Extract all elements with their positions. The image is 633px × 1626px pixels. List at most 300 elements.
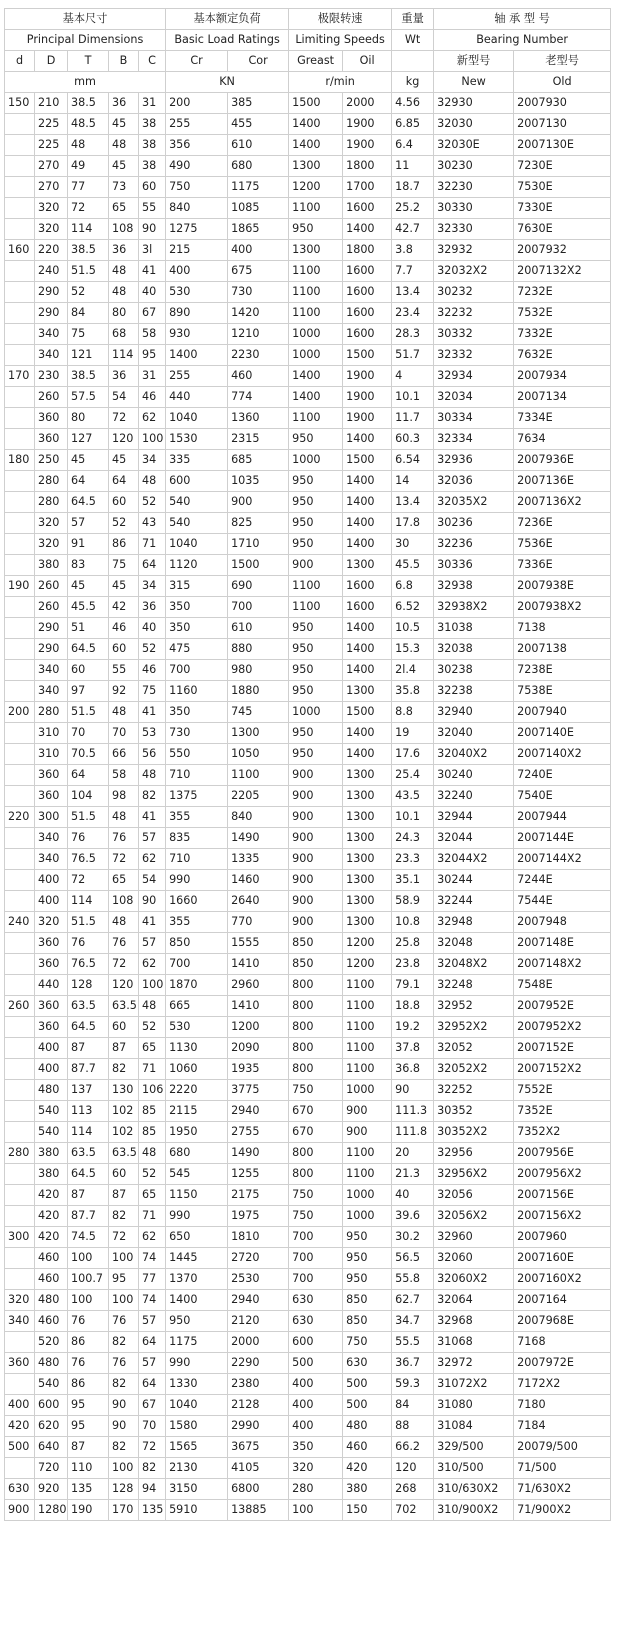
cell-wt: 8.8 xyxy=(392,702,434,723)
cell-B: 36 xyxy=(109,366,139,387)
cell-greast: 900 xyxy=(289,807,343,828)
cell-C: 74 xyxy=(139,1248,166,1269)
cell-C: 60 xyxy=(139,177,166,198)
cell-oil: 950 xyxy=(343,1269,392,1290)
cell-cor: 2990 xyxy=(228,1416,289,1437)
cell-D: 225 xyxy=(35,135,68,156)
cell-T: 76 xyxy=(68,828,109,849)
cell-old-model: 2007140E xyxy=(514,723,611,744)
cell-d xyxy=(5,1164,35,1185)
cell-d: 300 xyxy=(5,1227,35,1248)
cell-wt: 21.3 xyxy=(392,1164,434,1185)
cell-cr: 1160 xyxy=(166,681,228,702)
cell-T: 38.5 xyxy=(68,366,109,387)
cell-greast: 1100 xyxy=(289,261,343,282)
cell-cor: 690 xyxy=(228,576,289,597)
cell-B: 48 xyxy=(109,261,139,282)
header-group-load-cn: 基本额定负荷 xyxy=(166,9,289,30)
cell-wt: 19 xyxy=(392,723,434,744)
cell-new-model: 32332 xyxy=(434,345,514,366)
cell-d xyxy=(5,1080,35,1101)
cell-C: 38 xyxy=(139,135,166,156)
cell-D: 420 xyxy=(35,1185,68,1206)
cell-wt: 7.7 xyxy=(392,261,434,282)
cell-old-model: 7236E xyxy=(514,513,611,534)
cell-T: 77 xyxy=(68,177,109,198)
cell-old-model: 2007936E xyxy=(514,450,611,471)
cell-d xyxy=(5,1374,35,1395)
cell-old-model: 2007134 xyxy=(514,387,611,408)
cell-T: 49 xyxy=(68,156,109,177)
cell-oil: 1100 xyxy=(343,1059,392,1080)
cell-new-model: 32932 xyxy=(434,240,514,261)
cell-greast: 950 xyxy=(289,492,343,513)
table-row xyxy=(5,240,611,261)
cell-d xyxy=(5,219,35,240)
cell-old-model: 2007956X2 xyxy=(514,1164,611,1185)
cell-oil: 1300 xyxy=(343,828,392,849)
cell-B: 120 xyxy=(109,975,139,996)
cell-new-model: 32052 xyxy=(434,1038,514,1059)
cell-C: 65 xyxy=(139,1185,166,1206)
cell-C: 31 xyxy=(139,366,166,387)
cell-old-model: 20079/500 xyxy=(514,1437,611,1458)
cell-oil: 950 xyxy=(343,1248,392,1269)
cell-d: 170 xyxy=(5,366,35,387)
cell-C: 43 xyxy=(139,513,166,534)
cell-C: 95 xyxy=(139,345,166,366)
cell-T: 70 xyxy=(68,723,109,744)
cell-wt: 24.3 xyxy=(392,828,434,849)
cell-C: 31 xyxy=(139,93,166,114)
cell-oil: 1100 xyxy=(343,1164,392,1185)
cell-cr: 355 xyxy=(166,912,228,933)
cell-d xyxy=(5,1038,35,1059)
cell-new-model: 32030 xyxy=(434,114,514,135)
cell-cor: 900 xyxy=(228,492,289,513)
cell-C: 41 xyxy=(139,912,166,933)
cell-C: 71 xyxy=(139,1059,166,1080)
cell-T: 114 xyxy=(68,891,109,912)
cell-oil: 1200 xyxy=(343,954,392,975)
table-row xyxy=(5,1248,611,1269)
cell-D: 360 xyxy=(35,408,68,429)
cell-new-model: 32064 xyxy=(434,1290,514,1311)
table-row xyxy=(5,387,611,408)
cell-oil: 1400 xyxy=(343,639,392,660)
cell-new-model: 31080 xyxy=(434,1395,514,1416)
cell-C: 40 xyxy=(139,282,166,303)
cell-cr: 700 xyxy=(166,954,228,975)
cell-B: 114 xyxy=(109,345,139,366)
cell-new-model: 31038 xyxy=(434,618,514,639)
cell-B: 100 xyxy=(109,1290,139,1311)
cell-C: 74 xyxy=(139,1290,166,1311)
cell-D: 320 xyxy=(35,912,68,933)
cell-C: 67 xyxy=(139,1395,166,1416)
cell-D: 360 xyxy=(35,429,68,450)
cell-B: 73 xyxy=(109,177,139,198)
cell-greast: 950 xyxy=(289,219,343,240)
cell-wt: 17.8 xyxy=(392,513,434,534)
cell-C: 70 xyxy=(139,1416,166,1437)
table-row xyxy=(5,1332,611,1353)
cell-C: 62 xyxy=(139,849,166,870)
cell-wt: 56.5 xyxy=(392,1248,434,1269)
cell-cr: 215 xyxy=(166,240,228,261)
cell-cor: 1490 xyxy=(228,828,289,849)
cell-B: 82 xyxy=(109,1437,139,1458)
cell-cor: 4105 xyxy=(228,1458,289,1479)
cell-D: 260 xyxy=(35,576,68,597)
cell-D: 460 xyxy=(35,1248,68,1269)
cell-wt: 11 xyxy=(392,156,434,177)
cell-C: 71 xyxy=(139,1206,166,1227)
cell-oil: 1000 xyxy=(343,1080,392,1101)
cell-D: 220 xyxy=(35,240,68,261)
cell-C: 52 xyxy=(139,1017,166,1038)
cell-d xyxy=(5,1458,35,1479)
cell-new-model: 32034 xyxy=(434,387,514,408)
cell-oil: 1500 xyxy=(343,702,392,723)
cell-cor: 774 xyxy=(228,387,289,408)
cell-B: 82 xyxy=(109,1332,139,1353)
cell-greast: 700 xyxy=(289,1248,343,1269)
cell-cr: 1130 xyxy=(166,1038,228,1059)
cell-oil: 1600 xyxy=(343,303,392,324)
cell-new-model: 31072X2 xyxy=(434,1374,514,1395)
cell-B: 82 xyxy=(109,1059,139,1080)
cell-greast: 800 xyxy=(289,1164,343,1185)
cell-B: 36 xyxy=(109,240,139,261)
cell-d xyxy=(5,555,35,576)
table-row xyxy=(5,1395,611,1416)
cell-cr: 1950 xyxy=(166,1122,228,1143)
cell-D: 420 xyxy=(35,1206,68,1227)
cell-new-model: 30352 xyxy=(434,1101,514,1122)
cell-D: 440 xyxy=(35,975,68,996)
table-row xyxy=(5,975,611,996)
cell-T: 52 xyxy=(68,282,109,303)
cell-oil: 1200 xyxy=(343,933,392,954)
cell-cr: 1040 xyxy=(166,1395,228,1416)
cell-old-model: 7544E xyxy=(514,891,611,912)
cell-cor: 675 xyxy=(228,261,289,282)
cell-d xyxy=(5,408,35,429)
cell-C: 52 xyxy=(139,492,166,513)
cell-B: 48 xyxy=(109,702,139,723)
cell-new-model: 310/630X2 xyxy=(434,1479,514,1500)
cell-oil: 1900 xyxy=(343,387,392,408)
cell-oil: 1400 xyxy=(343,492,392,513)
cell-cor: 745 xyxy=(228,702,289,723)
cell-C: 77 xyxy=(139,1269,166,1290)
cell-B: 45 xyxy=(109,450,139,471)
cell-C: 34 xyxy=(139,450,166,471)
table-row xyxy=(5,744,611,765)
cell-cor: 1335 xyxy=(228,849,289,870)
cell-new-model: 30332 xyxy=(434,324,514,345)
cell-B: 45 xyxy=(109,114,139,135)
cell-T: 137 xyxy=(68,1080,109,1101)
cell-new-model: 32930 xyxy=(434,93,514,114)
table-row xyxy=(5,408,611,429)
cell-D: 360 xyxy=(35,1017,68,1038)
cell-B: 70 xyxy=(109,723,139,744)
cell-d xyxy=(5,324,35,345)
header-group-bearing-en: Bearing Number xyxy=(434,30,611,51)
cell-D: 360 xyxy=(35,933,68,954)
cell-wt: 13.4 xyxy=(392,492,434,513)
cell-oil: 1400 xyxy=(343,471,392,492)
cell-wt: 84 xyxy=(392,1395,434,1416)
cell-wt: 6.8 xyxy=(392,576,434,597)
cell-d xyxy=(5,786,35,807)
cell-cor: 730 xyxy=(228,282,289,303)
cell-wt: 43.5 xyxy=(392,786,434,807)
cell-wt: 18.8 xyxy=(392,996,434,1017)
cell-C: 64 xyxy=(139,1332,166,1353)
table-row xyxy=(5,1017,611,1038)
cell-oil: 1300 xyxy=(343,807,392,828)
cell-cr: 710 xyxy=(166,849,228,870)
cell-C: 38 xyxy=(139,114,166,135)
table-row xyxy=(5,723,611,744)
cell-greast: 320 xyxy=(289,1458,343,1479)
cell-D: 340 xyxy=(35,681,68,702)
cell-wt: 62.7 xyxy=(392,1290,434,1311)
cell-cr: 1040 xyxy=(166,534,228,555)
cell-cr: 665 xyxy=(166,996,228,1017)
cell-oil: 460 xyxy=(343,1437,392,1458)
cell-greast: 400 xyxy=(289,1395,343,1416)
cell-oil: 1800 xyxy=(343,156,392,177)
unit-mm: mm xyxy=(5,72,166,93)
cell-D: 380 xyxy=(35,1164,68,1185)
cell-oil: 1300 xyxy=(343,849,392,870)
cell-D: 280 xyxy=(35,702,68,723)
cell-greast: 850 xyxy=(289,954,343,975)
cell-D: 260 xyxy=(35,387,68,408)
cell-cr: 990 xyxy=(166,1206,228,1227)
cell-oil: 1300 xyxy=(343,870,392,891)
cell-greast: 950 xyxy=(289,429,343,450)
cell-oil: 1400 xyxy=(343,219,392,240)
cell-D: 400 xyxy=(35,1038,68,1059)
cell-new-model: 32044X2 xyxy=(434,849,514,870)
cell-old-model: 7552E xyxy=(514,1080,611,1101)
cell-T: 45 xyxy=(68,450,109,471)
cell-cor: 1865 xyxy=(228,219,289,240)
cell-greast: 100 xyxy=(289,1500,343,1521)
cell-wt: 28.3 xyxy=(392,324,434,345)
cell-wt: 19.2 xyxy=(392,1017,434,1038)
cell-cr: 1275 xyxy=(166,219,228,240)
cell-cr: 1445 xyxy=(166,1248,228,1269)
cell-D: 600 xyxy=(35,1395,68,1416)
cell-B: 60 xyxy=(109,492,139,513)
cell-B: 48 xyxy=(109,135,139,156)
cell-oil: 1400 xyxy=(343,618,392,639)
cell-cr: 200 xyxy=(166,93,228,114)
cell-cr: 600 xyxy=(166,471,228,492)
cell-d xyxy=(5,534,35,555)
bearing-spec-table-container xyxy=(4,8,611,1521)
cell-greast: 1400 xyxy=(289,366,343,387)
cell-cr: 1330 xyxy=(166,1374,228,1395)
cell-d xyxy=(5,597,35,618)
cell-greast: 800 xyxy=(289,975,343,996)
cell-new-model: 32940 xyxy=(434,702,514,723)
cell-cor: 1710 xyxy=(228,534,289,555)
cell-new-model: 32330 xyxy=(434,219,514,240)
table-row xyxy=(5,198,611,219)
cell-D: 540 xyxy=(35,1374,68,1395)
cell-cor: 2090 xyxy=(228,1038,289,1059)
cell-greast: 700 xyxy=(289,1227,343,1248)
cell-D: 290 xyxy=(35,618,68,639)
cell-d xyxy=(5,723,35,744)
col-header-cor: Cor xyxy=(228,51,289,72)
cell-T: 63.5 xyxy=(68,996,109,1017)
table-row xyxy=(5,702,611,723)
cell-T: 100.7 xyxy=(68,1269,109,1290)
cell-oil: 1600 xyxy=(343,282,392,303)
cell-cr: 930 xyxy=(166,324,228,345)
cell-greast: 800 xyxy=(289,1059,343,1080)
cell-T: 64 xyxy=(68,471,109,492)
table-row xyxy=(5,618,611,639)
cell-cr: 3150 xyxy=(166,1479,228,1500)
cell-old-model: 2007968E xyxy=(514,1311,611,1332)
cell-d xyxy=(5,387,35,408)
cell-cor: 700 xyxy=(228,597,289,618)
cell-cor: 1500 xyxy=(228,555,289,576)
cell-new-model: 32936 xyxy=(434,450,514,471)
cell-T: 86 xyxy=(68,1374,109,1395)
cell-new-model: 30238 xyxy=(434,660,514,681)
table-row xyxy=(5,1185,611,1206)
cell-d: 400 xyxy=(5,1395,35,1416)
cell-D: 280 xyxy=(35,471,68,492)
cell-old-model: 7238E xyxy=(514,660,611,681)
cell-greast: 900 xyxy=(289,786,343,807)
cell-new-model: 32040 xyxy=(434,723,514,744)
cell-oil: 1100 xyxy=(343,1143,392,1164)
cell-new-model: 32052X2 xyxy=(434,1059,514,1080)
cell-cr: 1370 xyxy=(166,1269,228,1290)
table-row xyxy=(5,429,611,450)
cell-wt: 30.2 xyxy=(392,1227,434,1248)
table-row xyxy=(5,513,611,534)
cell-cr: 850 xyxy=(166,933,228,954)
cell-D: 920 xyxy=(35,1479,68,1500)
cell-oil: 1600 xyxy=(343,198,392,219)
cell-B: 48 xyxy=(109,912,139,933)
cell-cor: 1175 xyxy=(228,177,289,198)
cell-B: 60 xyxy=(109,1017,139,1038)
cell-B: 86 xyxy=(109,534,139,555)
table-row xyxy=(5,282,611,303)
cell-greast: 900 xyxy=(289,870,343,891)
cell-new-model: 30232 xyxy=(434,282,514,303)
cell-wt: 39.6 xyxy=(392,1206,434,1227)
cell-cor: 6800 xyxy=(228,1479,289,1500)
cell-oil: 1300 xyxy=(343,891,392,912)
cell-C: 48 xyxy=(139,765,166,786)
cell-cor: 1490 xyxy=(228,1143,289,1164)
cell-oil: 1100 xyxy=(343,975,392,996)
cell-T: 51.5 xyxy=(68,702,109,723)
cell-C: 71 xyxy=(139,534,166,555)
cell-d xyxy=(5,765,35,786)
cell-greast: 1100 xyxy=(289,408,343,429)
cell-greast: 800 xyxy=(289,1143,343,1164)
cell-B: 72 xyxy=(109,849,139,870)
cell-wt: 4.56 xyxy=(392,93,434,114)
cell-d: 240 xyxy=(5,912,35,933)
cell-cr: 730 xyxy=(166,723,228,744)
cell-new-model: 32230 xyxy=(434,177,514,198)
cell-old-model: 2007948 xyxy=(514,912,611,933)
cell-cor: 1085 xyxy=(228,198,289,219)
col-header-wt-blank xyxy=(392,51,434,72)
cell-greast: 900 xyxy=(289,849,343,870)
cell-T: 97 xyxy=(68,681,109,702)
cell-new-model: 32952 xyxy=(434,996,514,1017)
cell-T: 75 xyxy=(68,324,109,345)
cell-C: 75 xyxy=(139,681,166,702)
cell-B: 90 xyxy=(109,1395,139,1416)
cell-d xyxy=(5,1332,35,1353)
table-row xyxy=(5,660,611,681)
cell-T: 74.5 xyxy=(68,1227,109,1248)
cell-T: 64.5 xyxy=(68,1017,109,1038)
table-row xyxy=(5,1206,611,1227)
cell-B: 102 xyxy=(109,1122,139,1143)
cell-B: 72 xyxy=(109,1227,139,1248)
cell-old-model: 7536E xyxy=(514,534,611,555)
cell-old-model: 2007152E xyxy=(514,1038,611,1059)
cell-old-model: 71/900X2 xyxy=(514,1500,611,1521)
cell-new-model: 32236 xyxy=(434,534,514,555)
cell-cor: 1100 xyxy=(228,765,289,786)
cell-old-model: 2007132X2 xyxy=(514,261,611,282)
cell-old-model: 71/500 xyxy=(514,1458,611,1479)
table-row xyxy=(5,828,611,849)
cell-oil: 1100 xyxy=(343,996,392,1017)
cell-C: 55 xyxy=(139,198,166,219)
cell-T: 104 xyxy=(68,786,109,807)
cell-new-model: 32956X2 xyxy=(434,1164,514,1185)
cell-greast: 900 xyxy=(289,912,343,933)
cell-new-model: 32048X2 xyxy=(434,954,514,975)
cell-oil: 1900 xyxy=(343,135,392,156)
cell-d xyxy=(5,849,35,870)
cell-old-model: 2007138 xyxy=(514,639,611,660)
cell-C: 62 xyxy=(139,954,166,975)
cell-greast: 850 xyxy=(289,933,343,954)
table-row xyxy=(5,1038,611,1059)
table-row xyxy=(5,765,611,786)
table-row xyxy=(5,366,611,387)
cell-B: 76 xyxy=(109,933,139,954)
cell-new-model: 32952X2 xyxy=(434,1017,514,1038)
cell-d xyxy=(5,135,35,156)
cell-D: 290 xyxy=(35,282,68,303)
cell-T: 80 xyxy=(68,408,109,429)
cell-D: 360 xyxy=(35,765,68,786)
